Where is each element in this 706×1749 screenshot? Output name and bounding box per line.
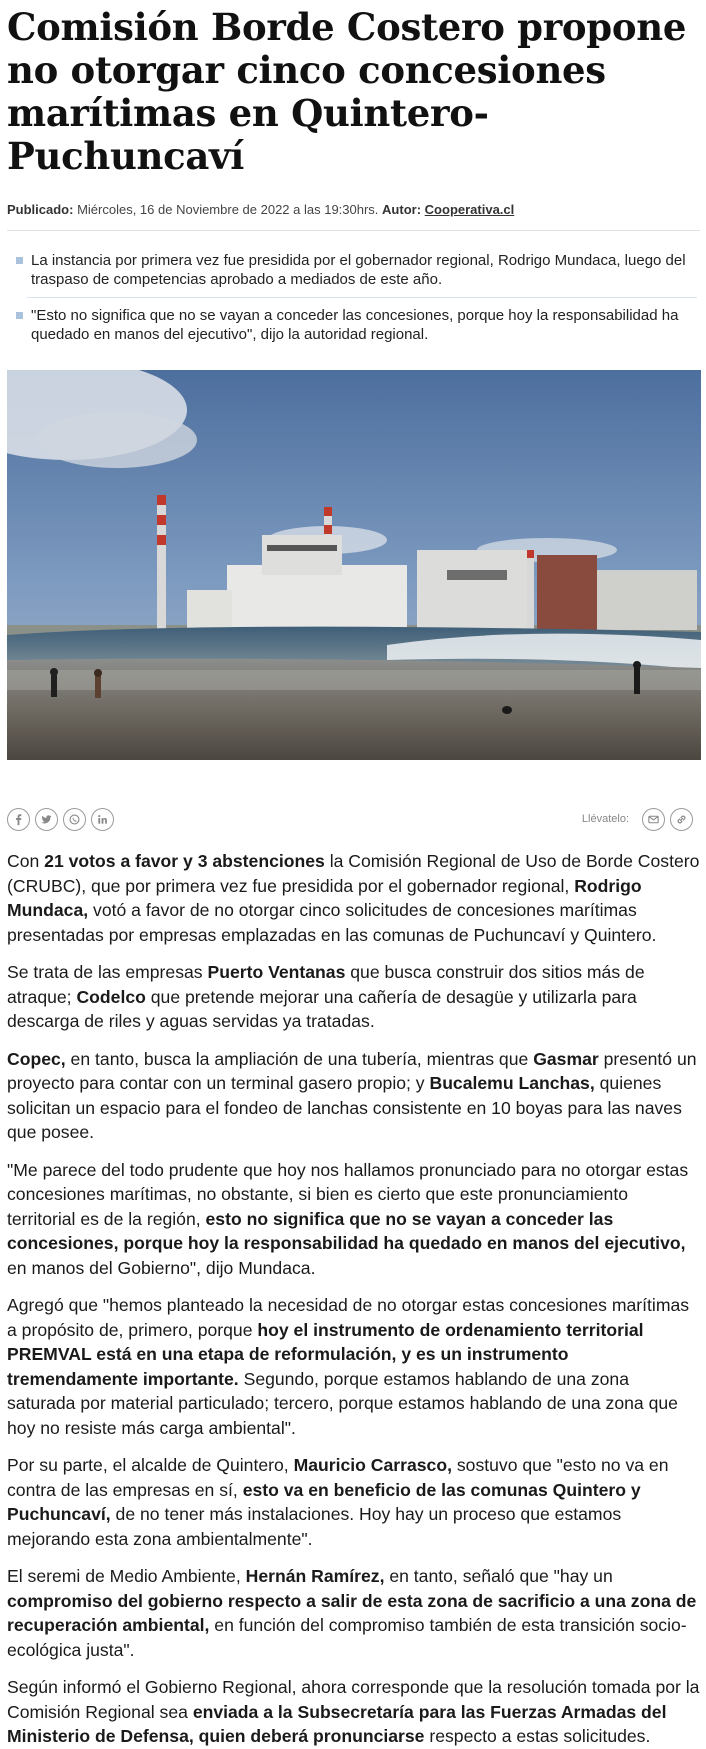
paragraph-text: en tanto, busca la ampliación de una tubería, mientras que <box>65 1048 534 1069</box>
body-paragraph <box>7 1047 701 1145</box>
highlight-item <box>7 306 697 344</box>
article <box>0 6 700 1749</box>
paragraph-text: Segundo, porque estamos hablando de una zona saturada por material particulado; tercero, porque estamos hablando de una zona que hoy no resiste más carga ambiental". <box>7 1368 678 1438</box>
paragraph-text: sostuvo que "esto no va en contra de las empresas en sí, <box>7 1455 669 1500</box>
body-paragraph <box>7 1158 701 1281</box>
emphasis-text: Copec, <box>7 1048 66 1069</box>
published-label: Publicado: <box>7 202 74 217</box>
highlight-text: "Esto no significa que no se vayan a conceder las concesiones, porque hoy la responsabilidad ha quedado en manos del ejecutivo", dijo la autoridad regional. <box>31 307 679 343</box>
paragraph-text: El seremi de Medio Ambiente, <box>7 1566 246 1586</box>
emphasis-text: Mauricio Carrasco, <box>293 1455 452 1475</box>
byline <box>7 202 700 231</box>
take-it-label: Llévatelo: <box>581 813 629 825</box>
paragraph-text: votó a favor de no otorgar cinco solicitudes de concesiones marítimas presentadas por empresas emplazadas en las comunas de Puchuncaví y Quintero. <box>7 900 657 945</box>
paragraph-text: Agregó que "hemos planteado la necesidad de no otorgar estas concesiones marítimas a propósito de, primero, porque <box>7 1295 690 1340</box>
bullet-square-icon <box>16 312 23 319</box>
paragraph-text: respecto a estas solicitudes. <box>424 1726 651 1746</box>
body-paragraph <box>7 849 701 947</box>
paragraph-text: Se trata de las empresas <box>7 962 208 982</box>
emphasis-text: Rodrigo Mundaca, <box>7 875 642 920</box>
paragraph-text: quienes solicitan un espacio para el fondeo de lanchas consistente en 10 boyas para las naves que posee. <box>7 1073 682 1142</box>
highlights-list <box>7 251 697 344</box>
emphasis-text: Gasmar <box>533 1048 599 1069</box>
paragraph-text: Con <box>7 851 45 871</box>
paragraph-text: en tanto, señaló que "hay un <box>384 1566 613 1586</box>
share-buttons <box>7 808 114 831</box>
paragraph-text: en manos del Gobierno", dijo Mundaca. <box>7 1257 316 1278</box>
emphasis-text: esto va en beneficio de las comunas Quintero y Puchuncaví, <box>7 1479 641 1524</box>
emphasis-text: Hernán Ramírez, <box>245 1566 385 1586</box>
article-body <box>7 849 701 1749</box>
hero-photo <box>7 370 701 760</box>
paragraph-text: la Comisión Regional de Uso de Borde Costero (CRUBC), que por primera vez fue presidida por el gobernador regional, <box>7 851 700 896</box>
paragraph-text: que pretende mejorar una cañería de desagüe y utilizarla para descarga de riles y aguas servidas ya tratadas. <box>7 986 637 1031</box>
paragraph-text: "Me parece del todo prudente que hoy nos hallamos pronunciado para no otorgar estas concesiones marítimas, no obstante, si bien es cierto que este pronunciamiento territorial es de la región, <box>7 1159 689 1229</box>
highlight-item <box>7 251 697 289</box>
emphasis-text: hoy el instrumento de ordenamiento territorial PREMVAL está en una etapa de reformulación, y es un instrumento tremendamente importante. <box>7 1319 644 1389</box>
highlight-text: La instancia por primera vez fue presidida por el gobernador regional, Rodrigo Mundaca, luego del traspaso de competencias aprobado a mediados de este año. <box>31 252 686 288</box>
highlight-divider <box>27 297 697 298</box>
body-paragraph <box>7 960 701 1034</box>
email-icon[interactable] <box>642 808 665 831</box>
body-paragraph <box>7 1675 701 1749</box>
take-it-group <box>582 808 693 831</box>
emphasis-text: Puerto Ventanas <box>207 962 346 982</box>
whatsapp-icon[interactable] <box>63 808 86 831</box>
share-bar <box>7 805 693 833</box>
bullet-square-icon <box>16 257 23 264</box>
emphasis-text: Codelco <box>76 986 146 1007</box>
paragraph-text: de no tener más instalaciones. Hoy hay un proceso que estamos mejorando esta zona ambientalmente". <box>7 1504 622 1549</box>
emphasis-text: enviada a la Subsecretaría para las Fuerzas Armadas del Ministerio de Defensa, quien deberá pronunciarse <box>7 1701 667 1746</box>
link-icon[interactable] <box>670 808 693 831</box>
paragraph-text: Según informó el Gobierno Regional, ahora corresponde que la resolución tomada por la Comisión Regional sea <box>7 1677 700 1722</box>
emphasis-text: esto no significa que no se vayan a conceder las concesiones, porque hoy la responsabilidad ha quedado en manos del ejecutivo, <box>7 1208 686 1253</box>
emphasis-text: compromiso del gobierno respecto a salir de esta zona de sacrificio a una zona de recuperación ambiental, <box>7 1590 697 1635</box>
twitter-icon[interactable] <box>35 808 58 831</box>
body-paragraph <box>7 1564 701 1662</box>
author-label: Autor: <box>382 202 422 217</box>
facebook-icon[interactable] <box>7 808 30 831</box>
paragraph-text: Por su parte, el alcalde de Quintero, <box>7 1455 294 1475</box>
linkedin-icon[interactable] <box>91 808 114 831</box>
paragraph-text: que busca construir dos sitios más de atraque; <box>7 962 645 1007</box>
paragraph-text: en función del compromiso también de esta transición socio-ecológica justa". <box>7 1615 687 1660</box>
emphasis-text: Bucalemu Lanchas, <box>429 1073 595 1093</box>
body-paragraph <box>7 1293 701 1440</box>
body-paragraph <box>7 1453 701 1551</box>
emphasis-text: 21 votos a favor y 3 abstenciones <box>44 851 325 871</box>
author-link[interactable]: Cooperativa.cl <box>424 202 515 217</box>
article-title: Comisión Borde Costero propone no otorgar cinco concesiones marítimas en Quintero-Puchuncaví <box>7 5 687 178</box>
published-date: Miércoles, 16 de Noviembre de 2022 a las 19:30hrs. <box>77 202 379 217</box>
paragraph-text: presentó un proyecto para contar con un terminal gasero propio; y <box>7 1048 697 1093</box>
